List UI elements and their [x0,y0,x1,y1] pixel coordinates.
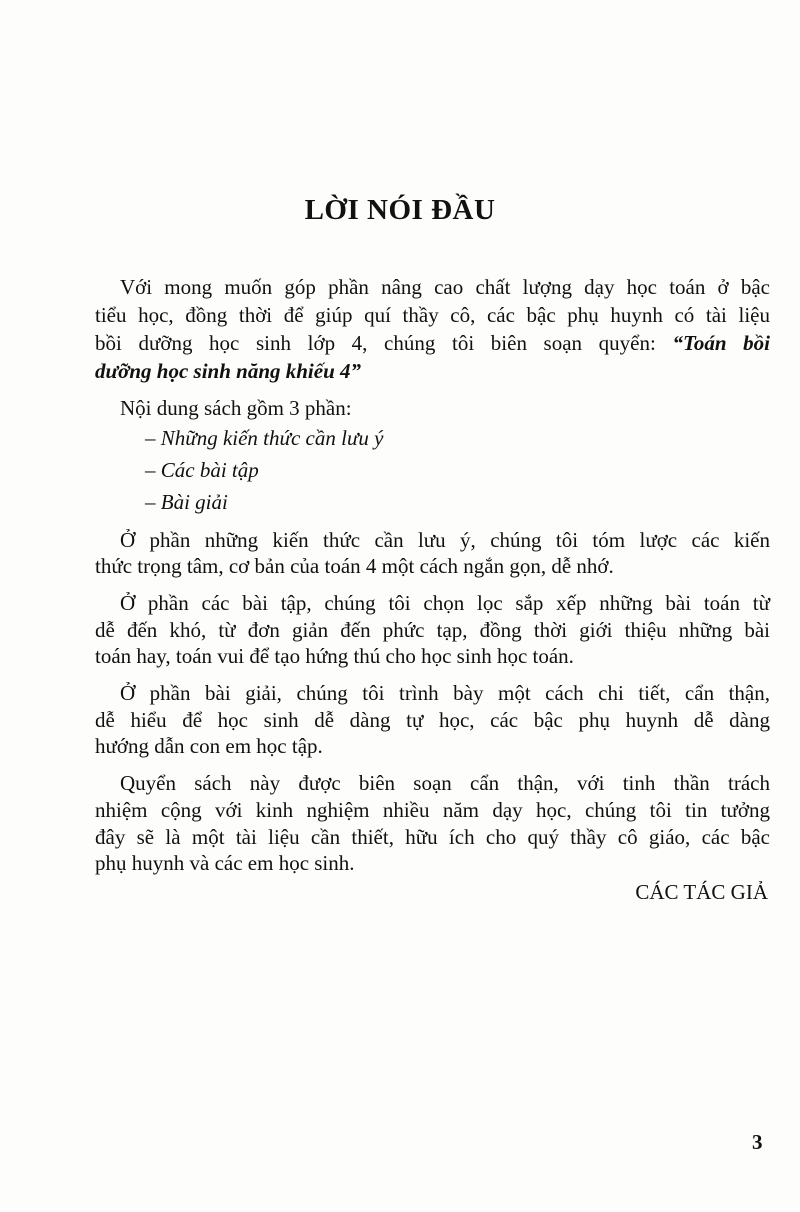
list-item: – Những kiến thức cần lưu ý [145,426,384,450]
text-line: Ở phần bài giải, chúng tôi trình bày một cách chi tiết, cẩn thận, [120,681,770,705]
text-line: thức trọng tâm, cơ bản của toán 4 một cách ngắn gọn, dễ nhớ. [95,554,614,578]
text-segment: bồi dưỡng học sinh lớp 4, chúng tôi biên soạn quyển: [95,331,656,355]
text-line: tiểu học, đồng thời để giúp quí thầy cô, các bậc phụ huynh có tài liệu [95,303,770,327]
text-line: Quyển sách này được biên soạn cẩn thận, với tinh thần trách [120,771,770,795]
text-line: Ở phần những kiến thức cần lưu ý, chúng tôi tóm lược các kiến [120,528,770,552]
text-line: nhiệm cộng với kinh nghiệm nhiều năm dạy học, chúng tôi tin tưởng [95,798,770,822]
text-line: phụ huynh và các em học sinh. [95,851,355,875]
page-number: 3 [752,1130,763,1154]
text-line [95,330,770,356]
text-line: toán hay, toán vui để tạo hứng thú cho học sinh học toán. [95,644,574,668]
list-item: – Bài giải [145,490,228,514]
text-line: Với mong muốn góp phần nâng cao chất lượng dạy học toán ở bậc [120,275,770,299]
text-line: hướng dẫn con em học tập. [95,734,323,758]
book-title-part: “Toán bồi [672,331,771,355]
signature: CÁC TÁC GIẢ [635,880,768,904]
text-line: Ở phần các bài tập, chúng tôi chọn lọc sắp xếp những bài toán từ [120,591,770,615]
book-title-part: dưỡng học sinh năng khiếu 4” [95,359,362,383]
text-line: đây sẽ là một tài liệu cần thiết, hữu ích cho quý thầy cô giáo, các bậc [95,825,770,849]
page-title: LỜI NÓI ĐẦU [304,194,496,226]
contents-intro: Nội dung sách gồm 3 phần: [120,396,352,420]
list-item: – Các bài tập [145,458,259,482]
text-line: dễ đến khó, từ đơn giản đến phức tạp, đồng thời giới thiệu những bài [95,618,770,642]
text-line: dễ hiểu để học sinh dễ dàng tự học, các bậc phụ huynh dễ dàng [95,708,770,732]
